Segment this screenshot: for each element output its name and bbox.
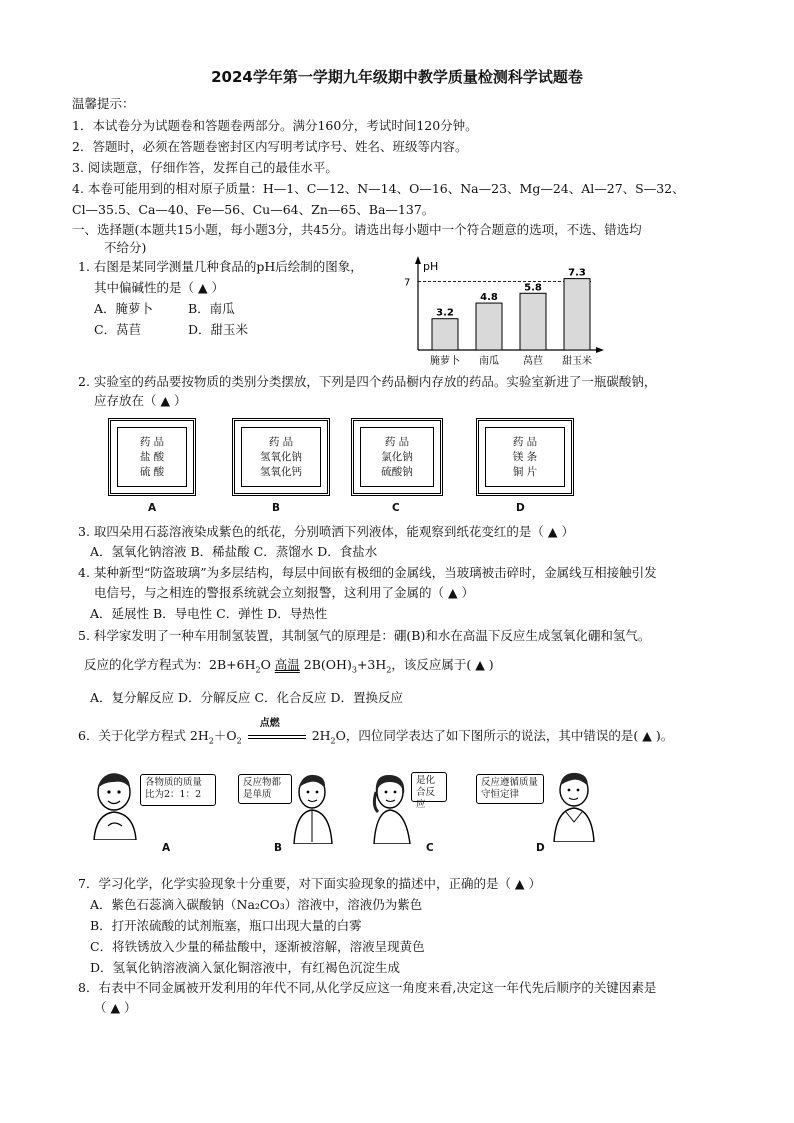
- q1-stem-2: 其中偏碱性的是（ ▲ ）: [94, 280, 225, 295]
- q7-option-d: D．氢氧化钠溶液滴入氯化铜溶液中，有红褐色沉淀生成: [90, 960, 401, 975]
- q1-option-c: C．莴苣: [94, 322, 142, 337]
- page-title: 2024学年第一学期九年级期中教学质量检测科学试题卷: [211, 68, 583, 86]
- q5-equation: 反应的化学方程式为：$2B+6H_2O$ 高温 $2B(OH)_3+3H_2$，该反应属于( ▲ ): [84, 657, 494, 675]
- tips-heading: 温馨提示：: [72, 96, 135, 111]
- ph-bar-3: [520, 293, 546, 350]
- q2-stem-2: 应存放在（ ▲ ）: [94, 393, 187, 408]
- student-c-label: C: [426, 842, 434, 854]
- q7-stem: 7．学习化学，化学实验现象十分重要，对下面实验现象的描述中，正确的是（ ▲ ）: [78, 876, 542, 891]
- q8-stem-2: （ ▲ ）: [94, 1000, 137, 1015]
- student-a-label: A: [162, 842, 171, 854]
- q3-stem: 3. 取四朵用石蕊溶液染成紫色的纸花，分别喷洒下列液体，能观察到纸花变红的是（ ▲ ）: [78, 524, 574, 539]
- cabinet-b-line-1: 药 品: [268, 435, 294, 448]
- student-d-bubble: 反应遵循质量守恒定律: [476, 774, 544, 804]
- q5-eq-suffix: 2B(OH): [303, 657, 352, 672]
- ph-bar-4: [564, 279, 590, 350]
- cabinet-c-label: C: [392, 502, 400, 514]
- q4-stem-1: 4. 某种新型“防盗玻璃”为多层结构，每层中间嵌有极细的金属线，当玻璃被击碎时，金属线互相接触引发: [78, 565, 657, 580]
- q6-product-tail: O，四位同学表达了如下图所示的说法，其中错误的是( ▲ )。: [335, 728, 674, 743]
- ph-bar-value-4: 7.3: [568, 267, 586, 279]
- cabinet-b-line-3: 氢氧化钙: [260, 465, 302, 478]
- q5-eq-condition: 高温: [274, 657, 300, 672]
- q7-option-a: A．紫色石蕊滴入碳酸钠（Na₂CO₃）溶液中，溶液仍为紫色: [90, 897, 423, 912]
- ph-bar-1: [432, 319, 458, 350]
- q7-option-b: B．打开浓硫酸的试剂瓶塞，瓶口出现大量的白雾: [90, 918, 362, 933]
- q5-eq-prefix: 反应的化学方程式为：2B+6H: [84, 657, 256, 672]
- q1-option-b: B．南瓜: [188, 301, 235, 316]
- student-b-bubble: 反应物都是单质: [238, 774, 292, 804]
- q5-eq-end: +3H: [356, 657, 387, 672]
- cabinet-c: [351, 418, 443, 496]
- cabinet-a-line-1: 药 品: [139, 435, 165, 448]
- student-c-bubble: 是化合反应: [411, 772, 447, 802]
- tip-4: 4. 本卷可能用到的相对原子质量：H—1、C—12、N—14、O—16、Na—23、Mg—24、Al—27、S—32、: [72, 181, 685, 196]
- q1-stem-1: 1. 右图是某同学测量几种食品的pH后绘制的图象，: [78, 259, 363, 274]
- cabinet-b-label: B: [272, 502, 281, 514]
- student-d-label: D: [536, 842, 545, 854]
- cabinet-b: [232, 418, 330, 496]
- cabinet-a-label: A: [148, 502, 157, 514]
- cabinet-d-line-1: 药 品: [512, 435, 538, 448]
- student-a-bubble: 各物质的质量比为2：1：2: [140, 774, 216, 806]
- q3-options: A．氢氧化钠溶液 B．稀盐酸 C．蒸馏水 D．食盐水: [90, 544, 378, 559]
- cabinet-a-line-2: 盐 酸: [139, 450, 165, 463]
- student-a-figure: [88, 770, 148, 840]
- ph-bar-chart: [400, 254, 610, 372]
- cabinet-c-line-1: 药 品: [384, 435, 410, 448]
- section1-heading-cont: 不给分): [104, 240, 147, 255]
- q4-stem-2: 电信号，与之相连的警报系统就会立刻报警，这利用了金属的（ ▲ ）: [94, 585, 475, 600]
- q7-option-c: C．将铁锈放入少量的稀盐酸中，逐渐被溶解，溶液呈现黄色: [90, 939, 425, 954]
- ph-bar-value-1: 3.2: [436, 307, 454, 319]
- section1-heading: 一、选择题(本题共15小题，每小题3分，共45分。请选出每小题中一个符合题意的选项，不选、错选均: [72, 222, 642, 237]
- y-axis-label: pH: [423, 260, 439, 273]
- student-b-figure: [290, 772, 338, 844]
- tip-4-cont: Cl—35.5、Ca—40、Fe—56、Cu—64、Zn—65、Ba—137。: [72, 202, 435, 217]
- tip-2: 2．答题时，必须在答题卷密封区内写明考试序号、姓名、班级等内容。: [72, 139, 468, 154]
- cabinet-b-line-2: 氢氧化钠: [260, 450, 302, 463]
- ph-bar-value-3: 5.8: [524, 282, 542, 294]
- cabinet-a: [108, 418, 196, 496]
- ph-bar-2: [476, 303, 502, 350]
- student-c-figure: [370, 772, 414, 844]
- q8-stem-1: 8．右表中不同金属被开发利用的年代不同,从化学反应这一角度来看,决定这一年代先后顺序的关键因素是: [78, 980, 657, 995]
- tip-1: 1．本试卷分为试题卷和答题卷两部分。满分160分，考试时间120分钟。: [72, 118, 478, 133]
- q6-product: 2H: [311, 728, 331, 743]
- q2-stem-1: 2. 实验室的药品要按物质的类别分类摆放，下列是四个药品橱内存放的药品。实验室新进了一瓶碳酸钠，: [78, 374, 657, 389]
- cabinet-c-line-2: 氯化钠: [381, 450, 413, 463]
- q6-condition: 点燃: [259, 717, 280, 729]
- cabinet-d-line-3: 铜 片: [512, 465, 538, 478]
- q4-options: A．延展性 B．导电性 C．弹性 D．导热性: [90, 606, 328, 621]
- ph-category-label-4: 甜玉米: [562, 356, 592, 367]
- q1-option-a: A．腌萝卜: [94, 301, 154, 316]
- ph-reference-label: 7: [404, 277, 411, 289]
- q5-stem: 5. 科学家发明了一种车用制氢装置，其制氢气的原理是：硼(B)和水在高温下反应生成氢氧化硼和氢气。: [78, 628, 651, 643]
- tip-3: 3. 阅读题意，仔细作答，发挥自己的最佳水平。: [72, 160, 338, 175]
- cabinet-c-line-3: 硫酸钠: [381, 465, 413, 478]
- q6-stem-plus: ＋O: [213, 728, 237, 743]
- ph-bar-value-2: 4.8: [480, 292, 498, 304]
- cabinet-d: [476, 418, 574, 496]
- ph-category-label-1: 腌萝卜: [430, 356, 460, 367]
- ph-category-label-2: 南瓜: [479, 356, 499, 367]
- cabinet-d-label: D: [516, 502, 525, 514]
- student-d-figure: [548, 770, 600, 842]
- q6-stem: 6．关于化学方程式 $2H_2+O_2$ 点燃 $2H_2O$，四位同学表达了如下图所示的说法，其中错误的是( ▲ )。: [78, 717, 674, 746]
- student-b-label: B: [274, 842, 283, 854]
- cabinet-a-line-3: 硫 酸: [139, 465, 165, 478]
- q1-option-d: D．甜玉米: [188, 322, 249, 337]
- q5-options: A．复分解反应 D．分解反应 C．化合反应 D．置换反应: [90, 690, 404, 705]
- cabinet-d-line-2: 镁 条: [512, 450, 538, 463]
- q6-stem-prefix: 6．关于化学方程式 2H: [78, 728, 209, 743]
- q5-eq-tail: ，该反应属于( ▲ ): [391, 657, 494, 672]
- ph-category-label-3: 莴苣: [523, 356, 543, 367]
